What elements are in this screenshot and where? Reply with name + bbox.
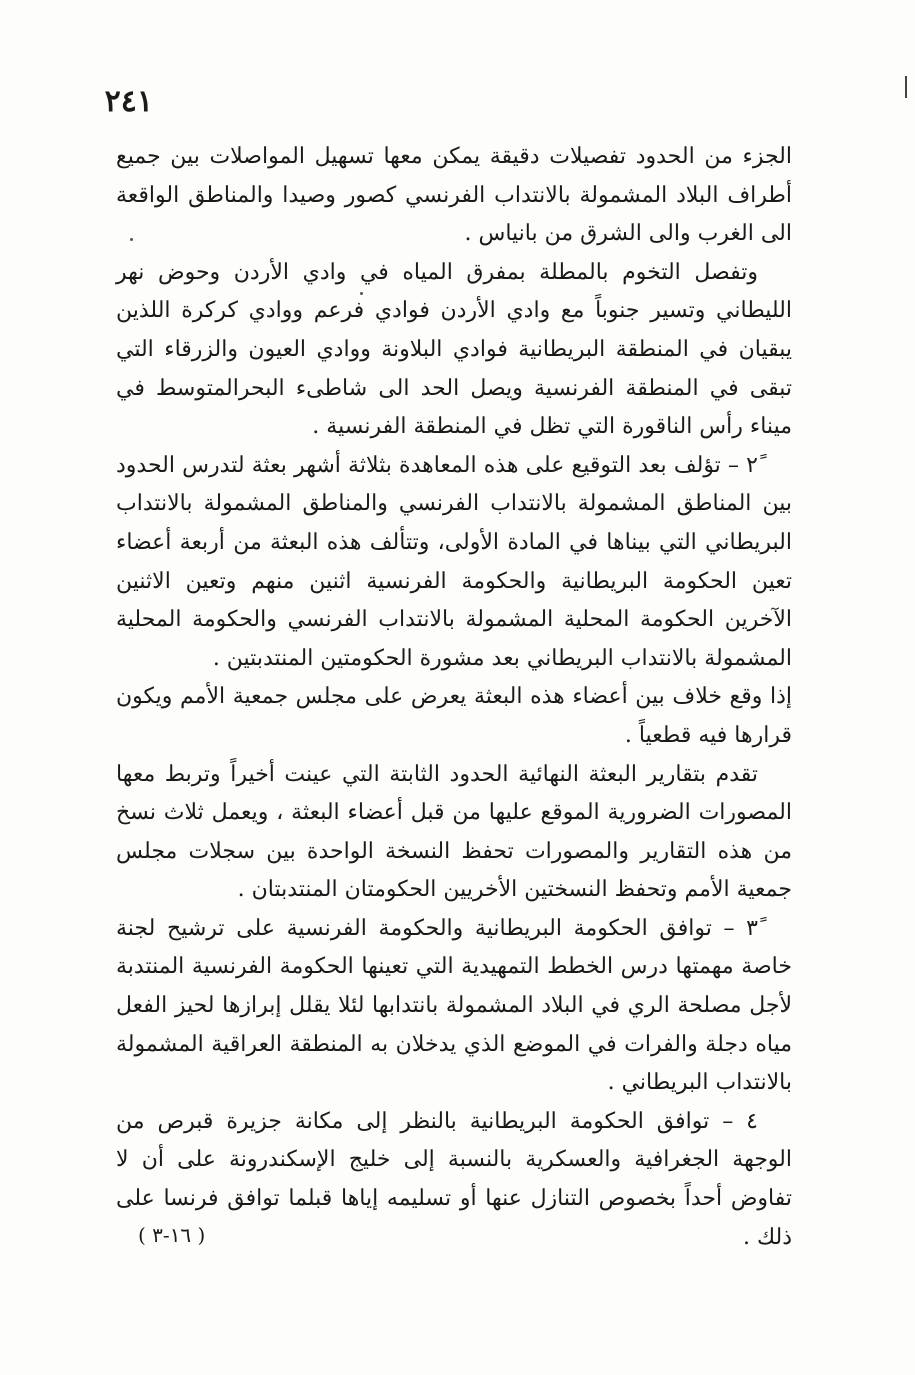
- page-number: ٢٤١: [104, 84, 153, 119]
- margin-mark: [905, 76, 907, 98]
- paragraph-2: وتفصل التخوم بالمطلة بمفرق المياه في وادي الأردن وحوض نهر الليطاني وتسير جنوباً مع وادي الأردن فوادي فرعم ووادي كركرة اللذين يبقيان في المنطقة البريطانية فوادي البلاونة ووادي العيون والزرقاء التي تبقى في المنطقة الفرنسية ويصل الحد الى شاطىء البحرالمتوسط في ميناء رأس الناقورة التي تظل في المنطقة الفرنسية .: [116, 259, 792, 440]
- paragraph-7: ٤ – توافق الحكومة البريطانية بالنظر إلى مكانة جزيرة قبرص من الوجهة الجغرافية والعسكرية بالنسبة إلى خليج الإسكندرونة على أن لا تفاوض أحداً بخصوص التنازل عنها أو تسليمه إياها قبلما توافق فرنسا على ذلك .: [116, 1108, 792, 1250]
- paragraph-3: ٢ً – تؤلف بعد التوقيع على هذه المعاهدة بثلاثة أشهر بعثة لتدرس الحدود بين المناطق المشمولة بالانتداب الفرنسي والمناطق المشمولة بالانتداب البريطاني التي بيناها في المادة الأولى، وتتألف هذه البعثة من أربعة أعضاء تعين الحكومة البريطانية والحكومة الفرنسية اثنين منهم وتعين الاثنين الآخرين الحكومة المحلية المشمولة بالانتداب الفرنسي والحكومة المحلية المشمولة بالانتداب البريطاني بعد مشورة الحكومتين المنتدبتين .: [116, 452, 792, 671]
- paragraph-4: إذا وقع خلاف بين أعضاء هذه البعثة يعرض على مجلس جمعية الأمم ويكون قرارها فيه قطعياً .: [116, 684, 792, 748]
- paragraph-5: تقدم بتقارير البعثة النهائية الحدود الثابتة التي عينت أخيراً وتربط معها المصورات الضرورية الموقع عليها من قبل أعضاء البعثة ، ويعمل ثلاث نسخ من هذه التقارير والمصورات تحفظ النسخة الواحدة بين سجلات مجلس جمعية الأمم وتحفظ النسختين الأخريين الحكومتان المنتدبتان .: [116, 761, 792, 903]
- paragraph-6: ٣ً – توافق الحكومة البريطانية والحكومة الفرنسية على ترشيح لجنة خاصة مهمتها درس الخطط التمهيدية التي تعينها الحكومة الفرنسية المنتدبة لأجل مصلحة الري في البلاد المشمولة بانتدابها لئلا يقلل إبرازها لحيز الفعل مياه دجلة والفرات في الموضع الذي يدخلان به المنطقة العراقية المشمولة بالانتداب البريطاني .: [116, 915, 792, 1096]
- footer-signature: ( ١٦-٣ ): [138, 1223, 206, 1247]
- body-text: [116, 138, 792, 1257]
- paragraph-1: الجزء من الحدود تفصيلات دقيقة يمكن معها تسهيل المواصلات بين جميع أطراف البلاد المشمولة بالانتداب الفرنسي كصور وصيدا والمناطق الواقعة الى الغرب والى الشرق من بانياس .: [116, 144, 792, 247]
- scan-speck: [130, 238, 133, 241]
- scan-speck: [360, 292, 363, 295]
